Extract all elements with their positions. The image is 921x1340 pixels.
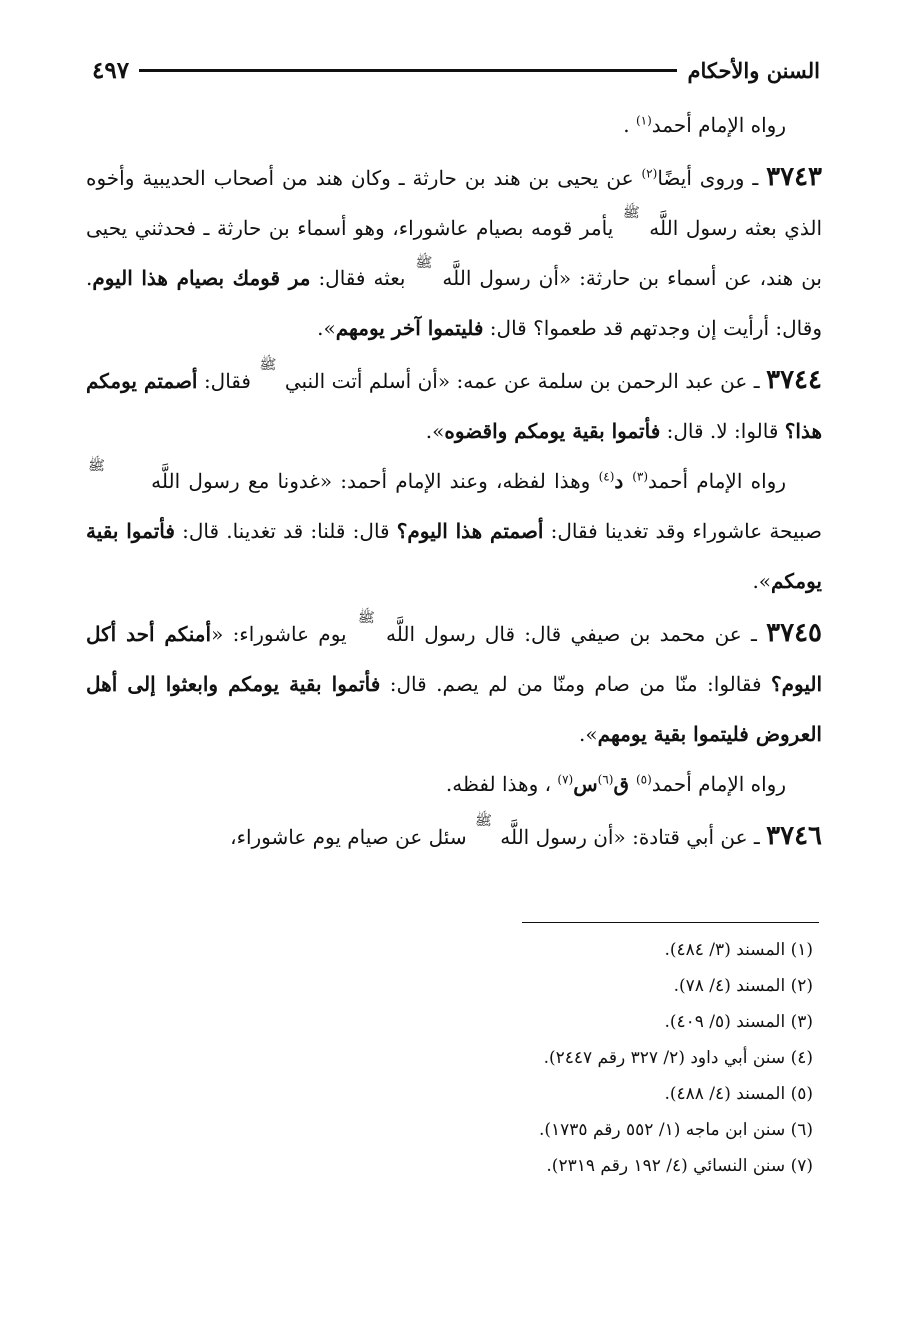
hadith-3746 [86,811,822,862]
text-run: فقال: [197,369,258,393]
bold-quote: أصمتم هذا اليوم؟ [396,519,544,543]
salawat-glyph: ﷺ [474,813,492,829]
text-run: ». [752,569,772,593]
body-text [86,100,822,862]
footnote-item: (٣) المسند (٥/ ٤٠٩). [664,1012,813,1032]
text-run: ». [317,316,336,340]
footnote-marker: (٥) [635,772,652,787]
footnote-marker: (١) [635,113,652,128]
text-run: رواه الإمام أحمد [648,469,786,493]
bold-quote: فليتموا آخر يومهم [335,316,484,340]
text-run: فقالوا: منّا من صام ومنّا من لم يصم. قال: [380,672,771,696]
footnote-marker: (٣) [632,469,649,484]
page-number: ٤٩٧ [92,56,130,84]
text-run: ـ عن محمد بن صيفي قال: قال رسول اللَّه [376,622,767,646]
salawat-glyph: ﷺ [357,610,375,626]
footnote-item: (٧) سنن النسائي (٤/ ١٩٢ رقم ٢٣١٩). [546,1156,813,1176]
footnote-item: (٦) سنن ابن ماجه (١/ ٥٥٢ رقم ١٧٣٥). [538,1120,813,1140]
text-run: . وقال: أرأيت إن وجدتهم قد طعموا؟ قال: [86,266,822,340]
bold-quote: أصمتم يومكم هذا؟ [86,369,822,443]
page-header [92,50,820,90]
footnote-item: (٤) سنن أبي داود (٢/ ٣٢٧ رقم ٢٤٤٧). [543,1048,813,1068]
footnote-separator [522,922,819,923]
bold-quote: فأتموا بقية يومكم [86,519,822,593]
hadith-3744 [86,355,822,456]
bold-quote: مر قومك بصيام هذا اليوم [92,266,311,290]
salawat-glyph: ﷺ [259,357,277,373]
bold-quote: فأتموا بقية يومكم واقضوه [444,419,661,443]
hadith-number: ٣٧٤٦ [766,821,822,851]
footnote-marker: (٢) [641,166,658,181]
text-run: قال: قلنا: قد تغدينا. قال: [174,519,397,543]
text-run: ». [425,419,445,443]
footnotes [253,932,813,1184]
salawat-glyph: ﷺ [622,205,640,221]
bold-quote: أمنكم أحد أكل اليوم؟ [86,622,822,696]
running-title: السنن والأحكام [687,57,820,83]
text-run: ـ عن أبي قتادة: «أن رسول اللَّه [493,825,767,849]
hadith-number: ٣٧٤٥ [766,618,822,648]
footnote-item: (٥) المسند (٤/ ٤٨٨). [664,1084,813,1104]
footnote-marker: (٧) [557,772,574,787]
text-run: يأمر قومه بصيام عاشوراء، وهو أسماء بن حارثة ـ فحدثني يحيى بن هند، عن أسماء بن حارثة: «أن رسول اللَّه [86,216,822,290]
text-run: ـ عن عبد الرحمن بن سلمة عن عمه: «أن أسلم أتت النبي [278,369,767,393]
text-run: بعثه فقال: [310,266,414,290]
salawat-glyph: ﷺ [415,255,433,271]
source-abbrev: د [614,469,633,493]
hadith-3745 [86,608,822,759]
paragraph-attribution-1 [86,100,822,150]
text-run: ». [579,722,598,746]
source-abbrev: ق [613,772,636,796]
text-run: قالوا: لا. قال: [660,419,785,443]
hadith-number: ٣٧٤٣ [766,162,823,192]
text-run: ـ وروى أيضًا [657,166,767,190]
header-rule [139,69,677,72]
hadith-number: ٣٧٤٤ [766,365,822,395]
footnote-item: (١) المسند (٣/ ٤٨٤). [664,940,813,960]
paragraph-attribution-3 [86,759,822,809]
text-run: رواه الإمام أحمد [651,113,786,137]
text-run: ، وهذا لفظه. [445,772,558,796]
footnote-item: (٢) المسند (٤/ ٧٨). [673,976,813,996]
footnote-marker: (٦) [597,772,614,787]
text-run: رواه الإمام أحمد [651,772,786,796]
salawat-glyph: ﷺ [88,458,105,474]
text-run: يوم عاشوراء: « [211,622,356,646]
source-abbrev: س [573,772,598,796]
footnote-marker: (٤) [598,469,615,484]
text-run: عن يحيى بن هند بن حارثة ـ وكان هند من أصحاب الحديبية وأخوه الذي بعثه رسول اللَّه [86,166,823,240]
text-run: صبيحة عاشوراء وقد تغدينا فقال: [543,519,823,543]
hadith-3743 [86,152,822,353]
text-run: . [623,113,636,137]
text-run: وهذا لفظه، وعند الإمام أحمد: «غدونا مع رسول اللَّه [142,469,599,493]
bold-quote: فأتموا بقية يومكم وابعثوا إلى أهل العروض فليتموا بقية يومهم [86,672,822,746]
paragraph-attribution-2 [86,456,822,606]
text-run: سئل عن صيام يوم عاشوراء، [230,825,473,849]
